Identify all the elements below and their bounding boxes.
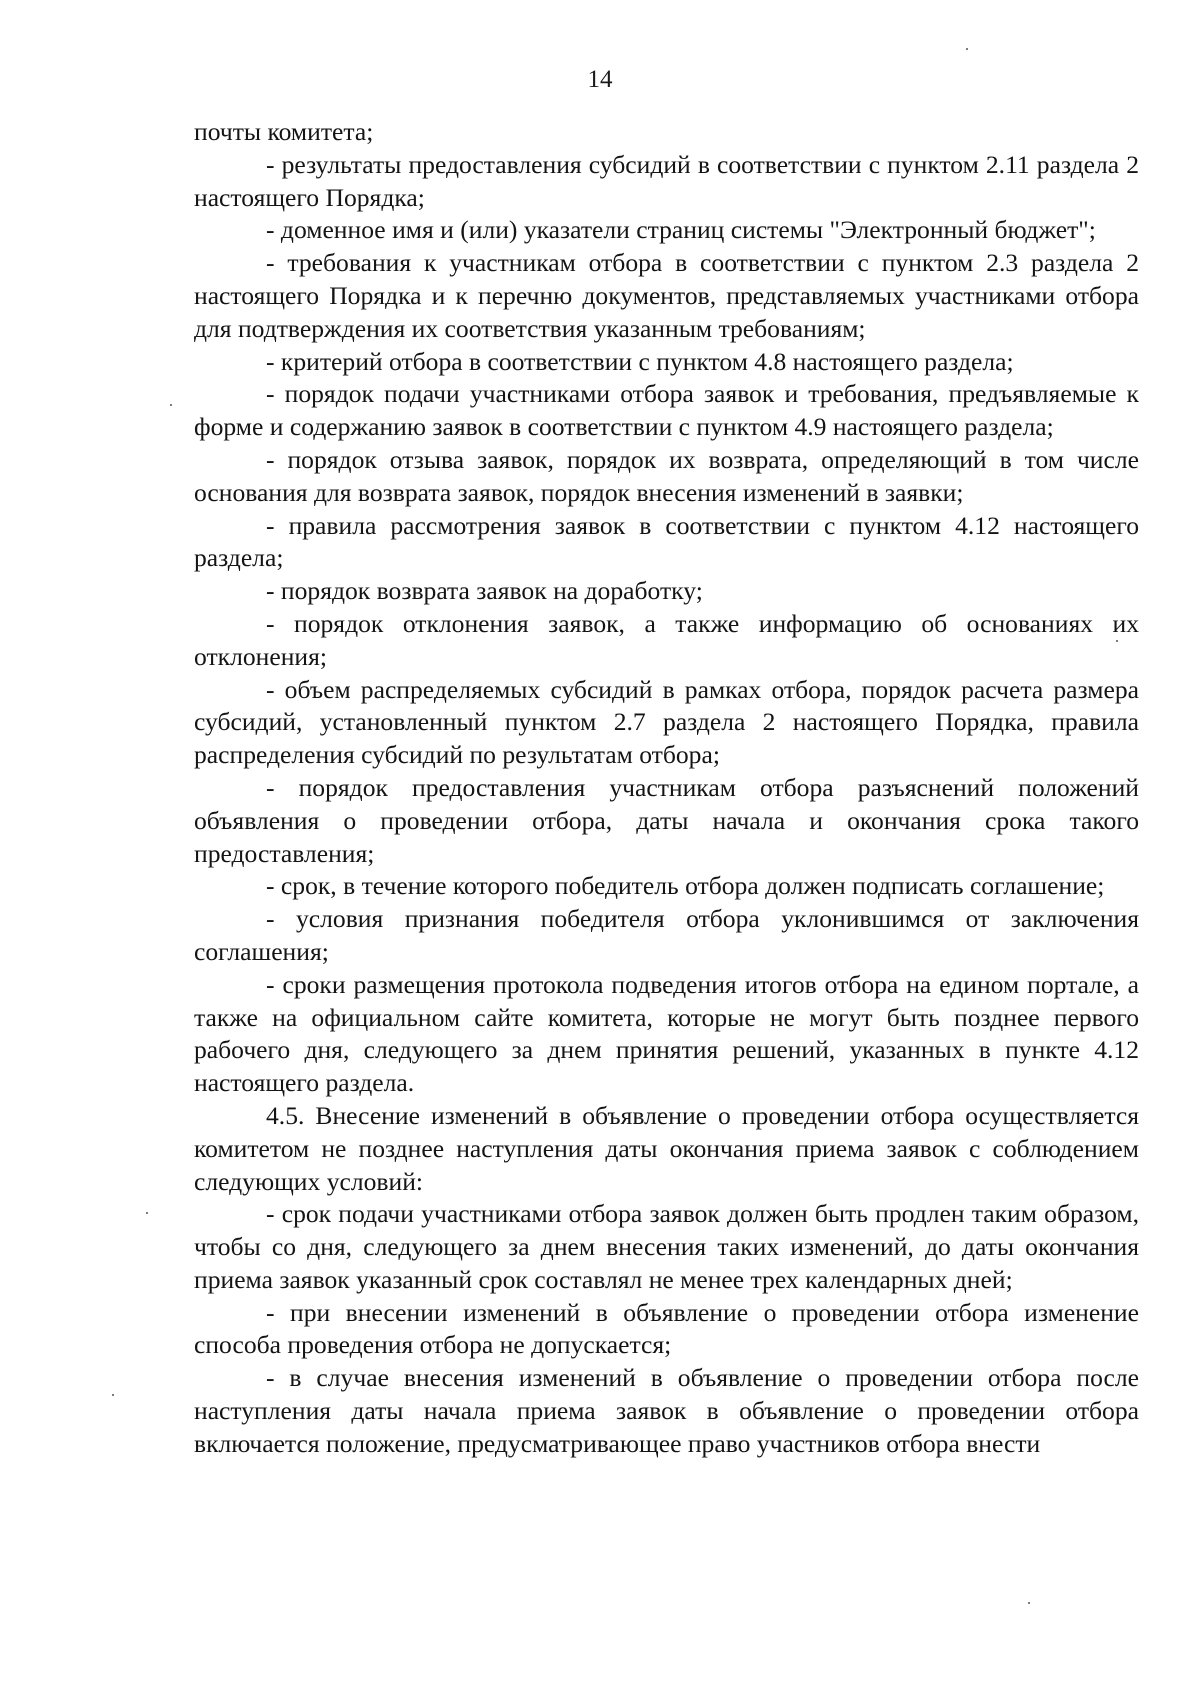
- document-body: [194, 116, 1139, 1461]
- paragraph: - порядок предоставления участникам отбора разъяснений положений объявления о проведении отбора, даты начала и окончания срока такого предоставления;: [194, 772, 1139, 868]
- paragraph: - сроки размещения протокола подведения итогов отбора на едином портале, а также на официальном сайте комитета, которые не могут быть позднее первого рабочего дня, следующего за днем принятия решений, указанных в пункте 4.12 настоящего раздела.: [194, 969, 1139, 1098]
- scan-speck: [1028, 1602, 1030, 1604]
- paragraph: - срок подачи участниками отбора заявок должен быть продлен таким образом, чтобы со дня, следующего за днем внесения таких изменений, до даты окончания приема заявок указанный срок составлял не менее трех календарных дней;: [194, 1199, 1139, 1294]
- scan-speck: [146, 1212, 148, 1214]
- paragraph: - порядок подачи участниками отбора заявок и требования, предъявляемые к форме и содержанию заявок в соответствии с пунктом 4.9 настоящего раздела;: [194, 379, 1139, 442]
- paragraph: - порядок отклонения заявок, а также информацию об основаниях их отклонения;: [194, 608, 1139, 671]
- scan-speck: [966, 48, 968, 50]
- paragraph: 4.5. Внесение изменений в объявление о проведении отбора осуществляется комитетом не позднее наступления даты окончания приема заявок с соблюдением следующих условий:: [194, 1100, 1139, 1196]
- paragraph: - порядок отзыва заявок, порядок их возврата, определяющий в том числе основания для возврата заявок, порядок внесения изменений в заявки;: [194, 444, 1139, 507]
- scan-speck: [170, 404, 172, 406]
- paragraph: - порядок возврата заявок на доработку;: [266, 576, 703, 606]
- scan-speck: [1116, 640, 1118, 642]
- paragraph: - критерий отбора в соответствии с пунктом 4.8 настоящего раздела;: [266, 346, 1014, 376]
- paragraph: - требования к участникам отбора в соответствии с пунктом 2.3 раздела 2 настоящего Порядка и к перечню документов, представляемых участниками отбора для подтверждения их соответствия указанным требованиям;: [194, 248, 1139, 343]
- page-number: 14: [587, 66, 613, 93]
- paragraph: - в случае внесения изменений в объявление о проведении отбора после наступления даты начала приема заявок в объявление о проведении отбора включается положение, предусматривающее право участников отбора внести: [194, 1363, 1139, 1458]
- scan-speck: [112, 1394, 114, 1396]
- paragraph: - правила рассмотрения заявок в соответствии с пунктом 4.12 настоящего раздела;: [194, 510, 1139, 573]
- paragraph: - условия признания победителя отбора уклонившимся от заключения соглашения;: [194, 904, 1139, 966]
- paragraph: почты комитета;: [194, 117, 374, 146]
- paragraph: - объем распределяемых субсидий в рамках отбора, порядок расчета размера субсидий, установленный пунктом 2.7 раздела 2 настоящего Порядка, правила распределения субсидий по результатам отбора;: [194, 674, 1139, 770]
- paragraph: - срок, в течение которого победитель отбора должен подписать соглашение;: [266, 871, 1105, 901]
- paragraph: - результаты предоставления субсидий в соответствии с пунктом 2.11 раздела 2 настоящего Порядка;: [194, 149, 1139, 212]
- paragraph: - при внесении изменений в объявление о проведении отбора изменение способа проведения отбора не допускается;: [194, 1297, 1139, 1360]
- paragraph: - доменное имя и (или) указатели страниц системы "Электронный бюджет";: [266, 215, 1096, 245]
